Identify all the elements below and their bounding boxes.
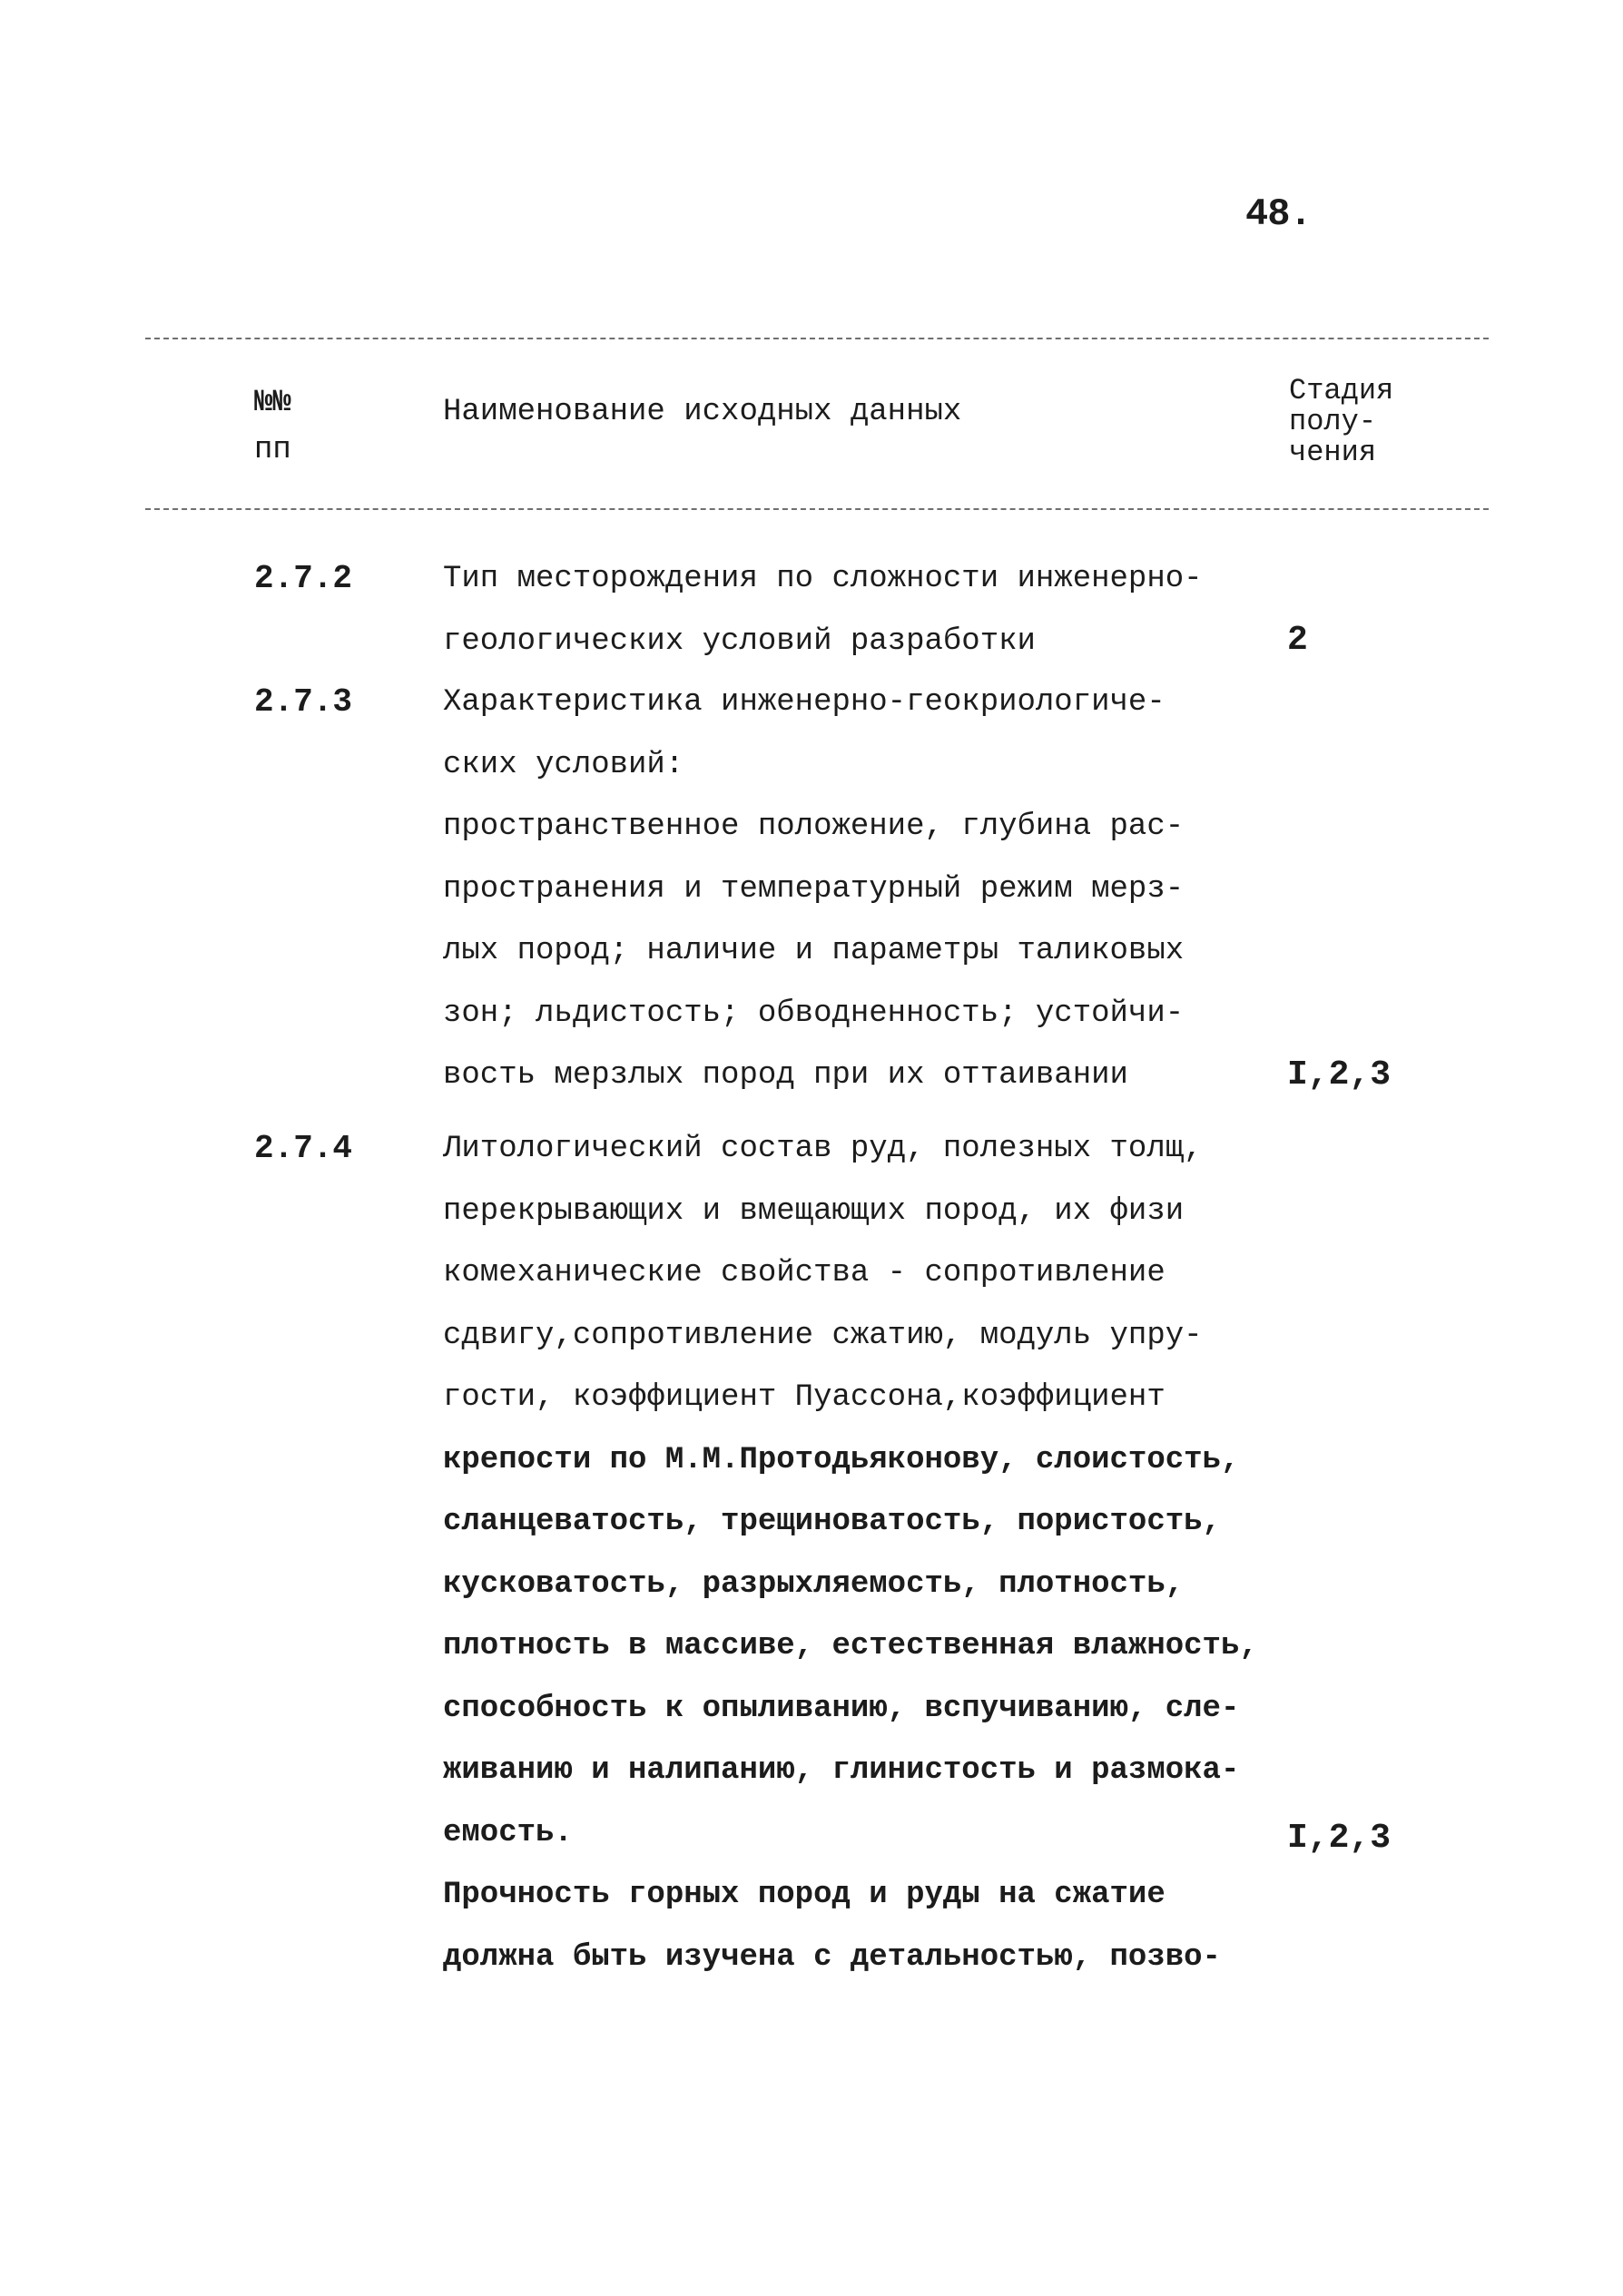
header-number-line-1: №№ xyxy=(254,386,291,420)
row-text-line: зон; льдистость; обводненность; устойчи- xyxy=(443,996,1185,1031)
row-text-line: геологических условий разработки xyxy=(443,623,1036,659)
row-text-line: перекрывающих и вмещающих пород, их физи xyxy=(443,1193,1185,1229)
row-text xyxy=(443,548,1260,672)
row-text-line: должна быть изучена с детальностью, позво- xyxy=(443,1939,1221,1975)
row-text-line: крепости по М.М.Протодьяконову, слоистость, xyxy=(443,1442,1240,1477)
row-number: 2.7.2 xyxy=(254,560,353,597)
header-stage-line-1: Стадия xyxy=(1289,374,1394,407)
row-text-line: плотность в массиве, естественная влажность, xyxy=(443,1629,1258,1663)
row-text-line: ских условий: xyxy=(443,747,684,782)
row-text-line: сланцеватость, трещиноватость, пористость, xyxy=(443,1505,1221,1539)
row-text-line: гости, коэффициент Пуассона,коэффициент xyxy=(443,1380,1166,1415)
row-text-line: пространения и температурный режим мерз- xyxy=(443,871,1185,907)
page-number: 48. xyxy=(1245,192,1312,236)
header-stage-column xyxy=(1289,376,1443,468)
row-text-line: способность к опыливанию, вспучиванию, сле- xyxy=(443,1691,1240,1726)
row-text-line: Характеристика инженерно-геокриологиче- xyxy=(443,685,1166,720)
row-text xyxy=(443,1118,1260,1988)
row-stage: I,2,3 xyxy=(1287,1819,1392,1858)
row-text-line: сдвигу,сопротивление сжатию, модуль упру- xyxy=(443,1318,1203,1353)
row-stage: I,2,3 xyxy=(1287,1055,1392,1094)
row-stage: 2 xyxy=(1287,621,1308,660)
header-stage-line-2: полу- xyxy=(1289,405,1377,438)
table-header-rule xyxy=(145,508,1489,510)
row-text-line: Литологический состав руд, полезных толщ, xyxy=(443,1132,1203,1166)
row-text-line: живанию и налипанию, глинистость и размока- xyxy=(443,1753,1240,1788)
row-text-line: вость мерзлых пород при их оттаивании xyxy=(443,1058,1128,1093)
row-text-line: лых пород; наличие и параметры таликовых xyxy=(443,934,1185,968)
row-text-line: пространственное положение, глубина рас- xyxy=(443,809,1185,844)
header-number-column xyxy=(254,379,327,474)
header-name-column: Наименование исходных данных xyxy=(443,395,962,429)
header-stage-line-3: чения xyxy=(1289,436,1377,469)
row-text-line: Тип месторождения по сложности инженерно- xyxy=(443,562,1203,596)
row-text-line: Прочность горных пород и руды на сжатие xyxy=(443,1878,1166,1912)
row-text xyxy=(443,672,1260,1107)
row-number: 2.7.4 xyxy=(254,1130,353,1167)
header-number-line-2: пп xyxy=(254,433,291,467)
row-text-line: комеханические свойства - сопротивление xyxy=(443,1256,1166,1290)
row-text-line: емость. xyxy=(443,1815,573,1850)
row-number: 2.7.3 xyxy=(254,683,353,721)
table-top-rule xyxy=(145,338,1489,339)
row-text-line: кусковатость, разрыхляемость, плотность, xyxy=(443,1566,1185,1602)
